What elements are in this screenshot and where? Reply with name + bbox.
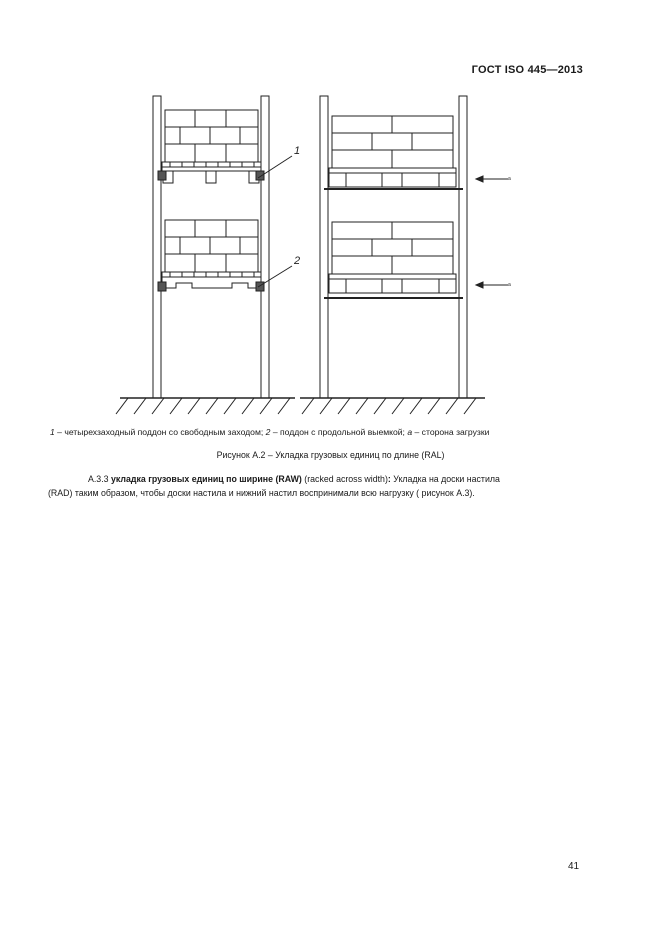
upper-pallet-load — [158, 110, 264, 183]
upper-cross-load — [324, 116, 463, 189]
legend-key-2: 2 — [265, 427, 271, 437]
clause-a33 — [48, 472, 588, 500]
clause-english: (racked across width) — [301, 474, 388, 484]
rack-diagram — [110, 88, 511, 428]
floor-hatching — [116, 398, 485, 414]
callout-1-label: 1 — [294, 145, 301, 157]
left-rack — [153, 96, 292, 398]
page-number: 41 — [568, 861, 580, 872]
arrow-label-top: a — [508, 176, 511, 182]
clause-line-1: А.3.3 укладка грузовых единиц по ширине (RAW) (racked across width): Укладка на доски настила — [88, 474, 500, 484]
right-rack — [320, 96, 508, 398]
figure-legend — [50, 427, 610, 437]
clause-number: А.3.3 — [88, 474, 111, 484]
callout-2-label: 2 — [294, 255, 301, 267]
legend-text-1: – четырехзаходный поддон со свободным заходом; — [54, 427, 266, 437]
lower-cross-load — [324, 222, 463, 298]
standard-designation: ГОСТ ISO 445—2013 — [471, 64, 583, 76]
figure-caption: Рисунок А.2 – Укладка грузовых единиц по длине (RAL) — [216, 450, 445, 460]
legend-key-a: a — [407, 427, 413, 437]
lower-pallet-load — [158, 220, 264, 291]
clause-line-2: (RAD) таким образом, чтобы доски настила и нижний настил воспринимали всю нагрузку ( рисунок А.3). — [48, 488, 475, 498]
clause-term: укладка грузовых единиц по ширине (RAW) — [111, 474, 302, 484]
arrow-label-bottom: a — [508, 282, 511, 288]
legend-key-1: 1 — [50, 427, 55, 437]
figure-a2 — [110, 88, 511, 428]
clause-line-1-rest: Укладка на доски настила — [390, 474, 500, 484]
legend-text-2: – поддон с продольной выемкой; — [270, 427, 408, 437]
legend-text-a: – сторона загрузки — [412, 427, 490, 437]
